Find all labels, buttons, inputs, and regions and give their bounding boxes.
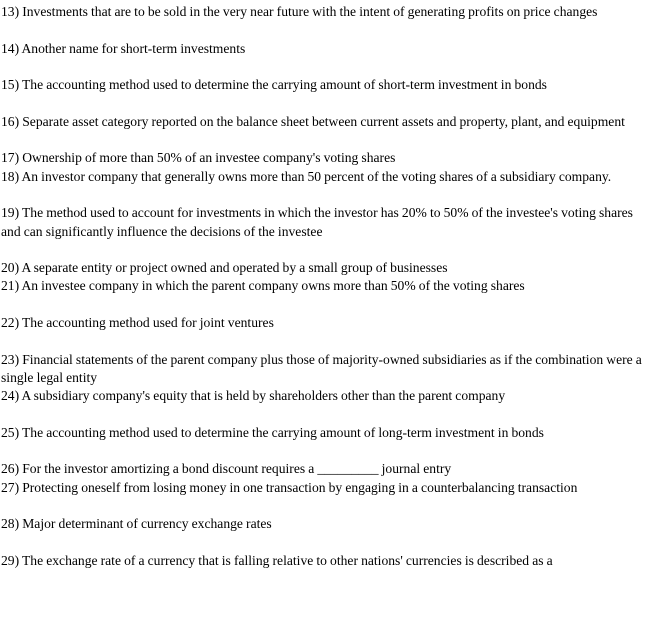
definition-block-16 <box>1 113 645 131</box>
definition-item-18: 18) An investor company that generally owns more than 50 percent of the voting shares of a subsidiary company. <box>1 168 612 184</box>
definition-block-14 <box>1 40 645 58</box>
definition-block-20-21 <box>1 259 645 296</box>
definition-block-28 <box>1 515 645 533</box>
definition-item-22: 22) The accounting method used for joint ventures <box>1 315 274 331</box>
definition-block-26-27 <box>1 460 645 497</box>
definition-item-26: 26) For the investor amortizing a bond discount requires a _________ journal entry <box>1 461 452 477</box>
definition-item-16: 16) Separate asset category reported on the balance sheet between current assets and property, plant, and equipment <box>1 113 625 129</box>
definition-item-13: 13) Investments that are to be sold in the very near future with the intent of generating profits on price changes <box>1 4 598 19</box>
definition-block-23-24 <box>1 351 645 406</box>
definition-item-23: 23) Financial statements of the parent company plus those of majority-owned subsidiaries as if the combination were a single legal entity <box>1 351 642 385</box>
definition-block-13 <box>1 3 645 21</box>
definition-item-21: 21) An investee company in which the parent company owns more than 50% of the voting shares <box>1 278 525 294</box>
definition-block-25 <box>1 424 645 442</box>
definition-item-20: 20) A separate entity or project owned and operated by a small group of businesses <box>1 260 448 276</box>
definition-block-22 <box>1 314 645 332</box>
definition-block-17-18 <box>1 149 645 186</box>
definition-item-14: 14) Another name for short-term investments <box>1 40 246 56</box>
definition-block-19 <box>1 204 645 241</box>
definition-item-28: 28) Major determinant of currency exchange rates <box>1 516 272 532</box>
definition-item-19: 19) The method used to account for investments in which the investor has 20% to 50% of the investee's voting shares and can significantly influence the decisions of the investee <box>1 205 633 239</box>
definition-item-17: 17) Ownership of more than 50% of an investee company's voting shares <box>1 150 396 166</box>
definition-item-25: 25) The accounting method used to determine the carrying amount of long-term investment in bonds <box>1 424 544 440</box>
definition-item-27: 27) Protecting oneself from losing money in one transaction by engaging in a counterbalancing transaction <box>1 479 578 495</box>
definition-block-29 <box>1 552 645 570</box>
definition-item-24: 24) A subsidiary company's equity that is held by shareholders other than the parent company <box>1 388 506 404</box>
definition-block-15 <box>1 76 645 94</box>
definition-item-29: 29) The exchange rate of a currency that is falling relative to other nations' currencies is described as a <box>1 552 553 568</box>
definition-item-15: 15) The accounting method used to determine the carrying amount of short-term investment in bonds <box>1 77 547 93</box>
